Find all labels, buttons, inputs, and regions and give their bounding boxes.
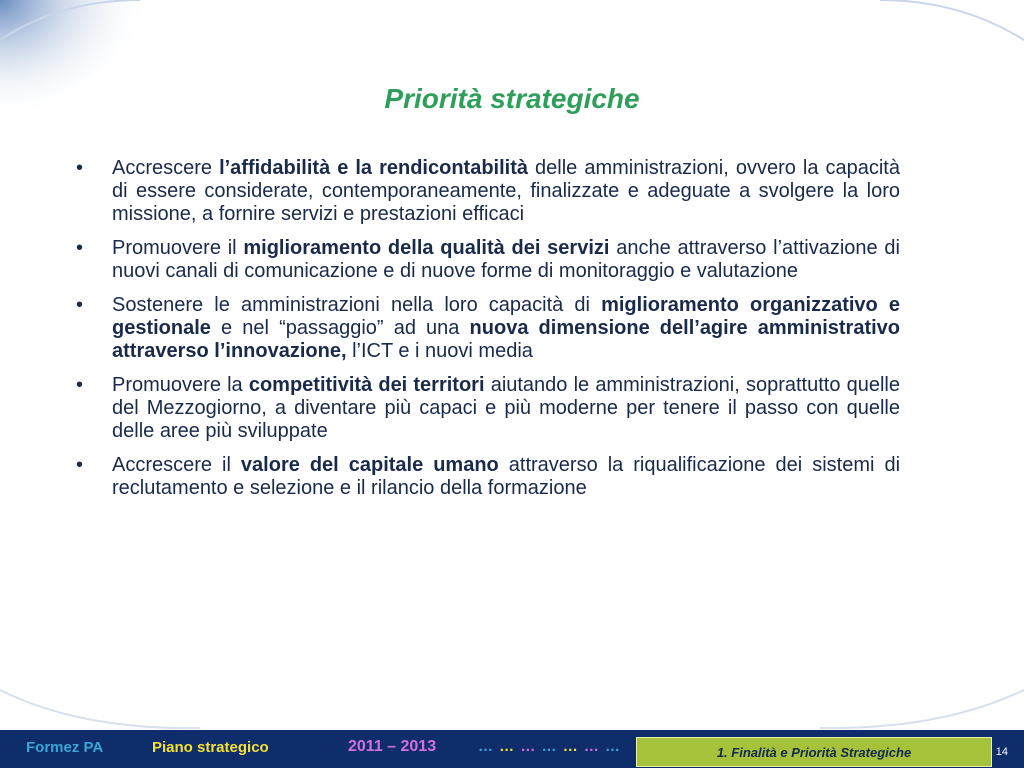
dot-group: … <box>583 738 600 755</box>
bullet-dot-icon: • <box>76 374 84 396</box>
page-number: 14 <box>995 746 1008 758</box>
bullet-text: Accrescere l’affidabilità e la rendicontabilità delle amministrazioni, ovvero la capacità di essere considerate, contemporaneamente, finalizzate e adeguate a svolgere la loro missione, a fornire servizi e prestazioni efficaci <box>112 157 900 225</box>
bullet-text: Promuovere la competitività dei territori aiutando le amministrazioni, soprattutto quelle del Mezzogiorno, a diventare più capaci e più moderne per tenere il passo con quelle delle aree più sviluppate <box>112 374 900 442</box>
footer-plan: Piano strategico <box>152 739 269 756</box>
bullet-item <box>76 454 900 500</box>
footer-years: 2011 – 2013 <box>348 738 437 755</box>
dot-group: … <box>478 738 494 755</box>
bullet-dot-icon: • <box>76 294 84 316</box>
slide-title: Priorità strategiche <box>384 83 640 114</box>
bullet-item <box>76 237 900 283</box>
footer-dots <box>478 738 621 755</box>
dot-group: … <box>541 738 558 755</box>
bullet-dot-icon: • <box>76 454 84 476</box>
bullet-text: Sostenere le amministrazioni nella loro capacità di miglioramento organizzativo e gestionale e nel “passaggio” ad una nuova dimensione dell’agire amministrativo attraverso l’innovazione, l’ICT e i nuovi media <box>112 294 900 362</box>
bullet-dot-icon: • <box>76 157 84 179</box>
bullet-dot-icon: • <box>76 237 84 259</box>
section-label: 1. Finalità e Priorità Strategiche <box>636 737 992 767</box>
bullet-text: Accrescere il valore del capitale umano attraverso la riqualificazione dei sistemi di reclutamento e selezione e il rilancio della formazione <box>112 454 901 499</box>
bullet-item <box>76 294 900 363</box>
dot-group: … <box>520 738 537 755</box>
footer-brand: Formez PA <box>26 739 104 756</box>
dot-group: … <box>562 738 579 755</box>
bullet-list <box>76 157 900 511</box>
bullet-item <box>76 157 900 226</box>
dot-group: … <box>499 738 516 755</box>
dot-group: … <box>605 738 622 755</box>
bullet-item <box>76 374 900 443</box>
bullet-text: Promuovere il miglioramento della qualità dei servizi anche attraverso l’attivazione di nuovi canali di comunicazione e di nuove forme di monitoraggio e valutazione <box>112 237 901 282</box>
